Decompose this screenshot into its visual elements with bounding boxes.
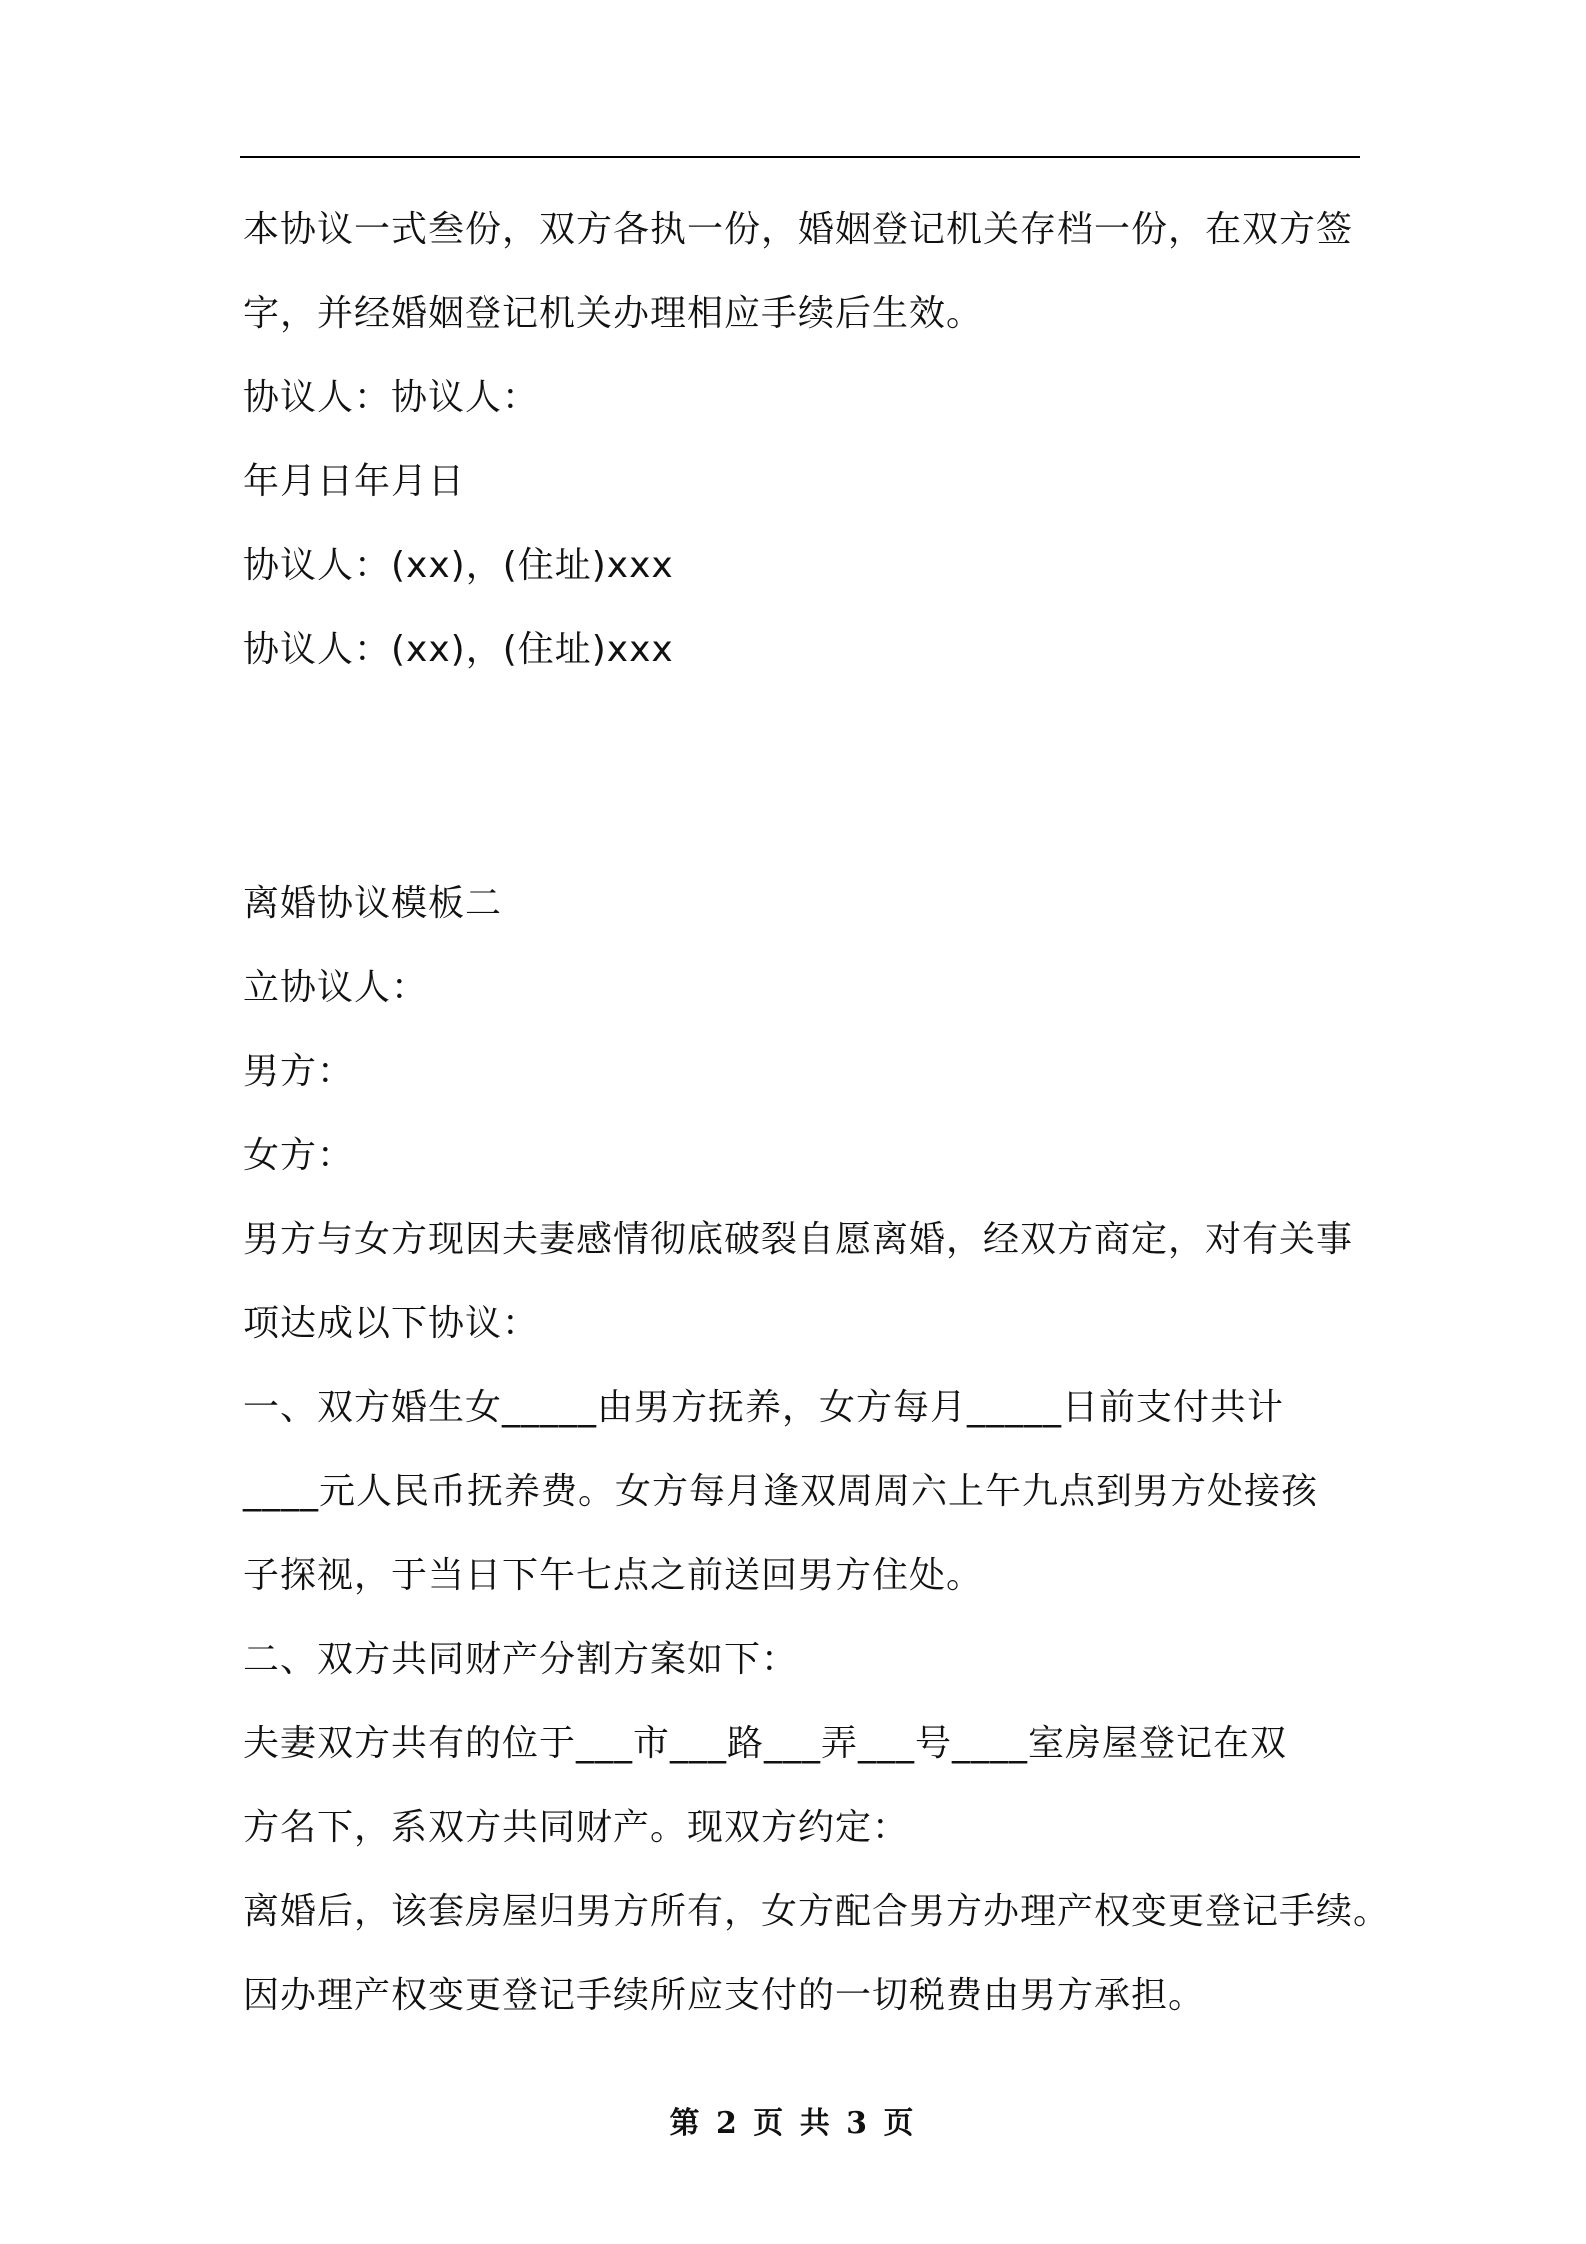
clause-two-heading: 二、双方共同财产分割方案如下： xyxy=(243,1639,799,1680)
signatories-line: 协议人：协议人： xyxy=(243,377,540,418)
paragraph-copies-line1: 本协议一式叁份，双方各执一份，婚姻登记机关存档一份，在双方签 xyxy=(243,209,1354,250)
agreement-parties-label: 立协议人： xyxy=(243,967,429,1008)
party-address-line-2: 协议人：(xx)，(住址)xxx xyxy=(243,629,674,670)
header-rule xyxy=(240,156,1360,158)
clause-one-line3: 子探视，于当日下午七点之前送回男方住处。 xyxy=(243,1555,984,1596)
party-address-line-1: 协议人：(xx)，(住址)xxx xyxy=(243,545,674,586)
page-footer: 第 2 页 共 3 页 xyxy=(669,2106,917,2141)
preamble-line2: 项达成以下协议： xyxy=(243,1303,540,1344)
document-body-top xyxy=(243,188,1360,692)
property-line1: 夫妻双方共有的位于___市___路___弄___号____室房屋登记在双 xyxy=(243,1723,1288,1764)
paragraph-copies-line2: 字，并经婚姻登记机关办理相应手续后生效。 xyxy=(243,293,984,334)
male-party-label: 男方： xyxy=(243,1051,355,1092)
property-line3: 离婚后，该套房屋归男方所有，女方配合男方办理产权变更登记手续。 xyxy=(243,1891,1391,1932)
female-party-label: 女方： xyxy=(243,1135,355,1176)
property-line4: 因办理产权变更登记手续所应支付的一切税费由男方承担。 xyxy=(243,1975,1206,2016)
section-title: 离婚协议模板二 xyxy=(243,883,503,924)
preamble-line1: 男方与女方现因夫妻感情彻底破裂自愿离婚，经双方商定，对有关事 xyxy=(243,1219,1354,1260)
clause-one-line2: ____元人民币抚养费。女方每月逢双周周六上午九点到男方处接孩 xyxy=(243,1471,1319,1512)
clause-one-line1: 一、双方婚生女_____由男方抚养，女方每月_____日前支付共计 xyxy=(243,1387,1285,1428)
date-line: 年月日年月日 xyxy=(243,461,466,502)
property-line2: 方名下，系双方共同财产。现双方约定： xyxy=(243,1807,910,1848)
document-body-bottom xyxy=(243,862,1391,2038)
